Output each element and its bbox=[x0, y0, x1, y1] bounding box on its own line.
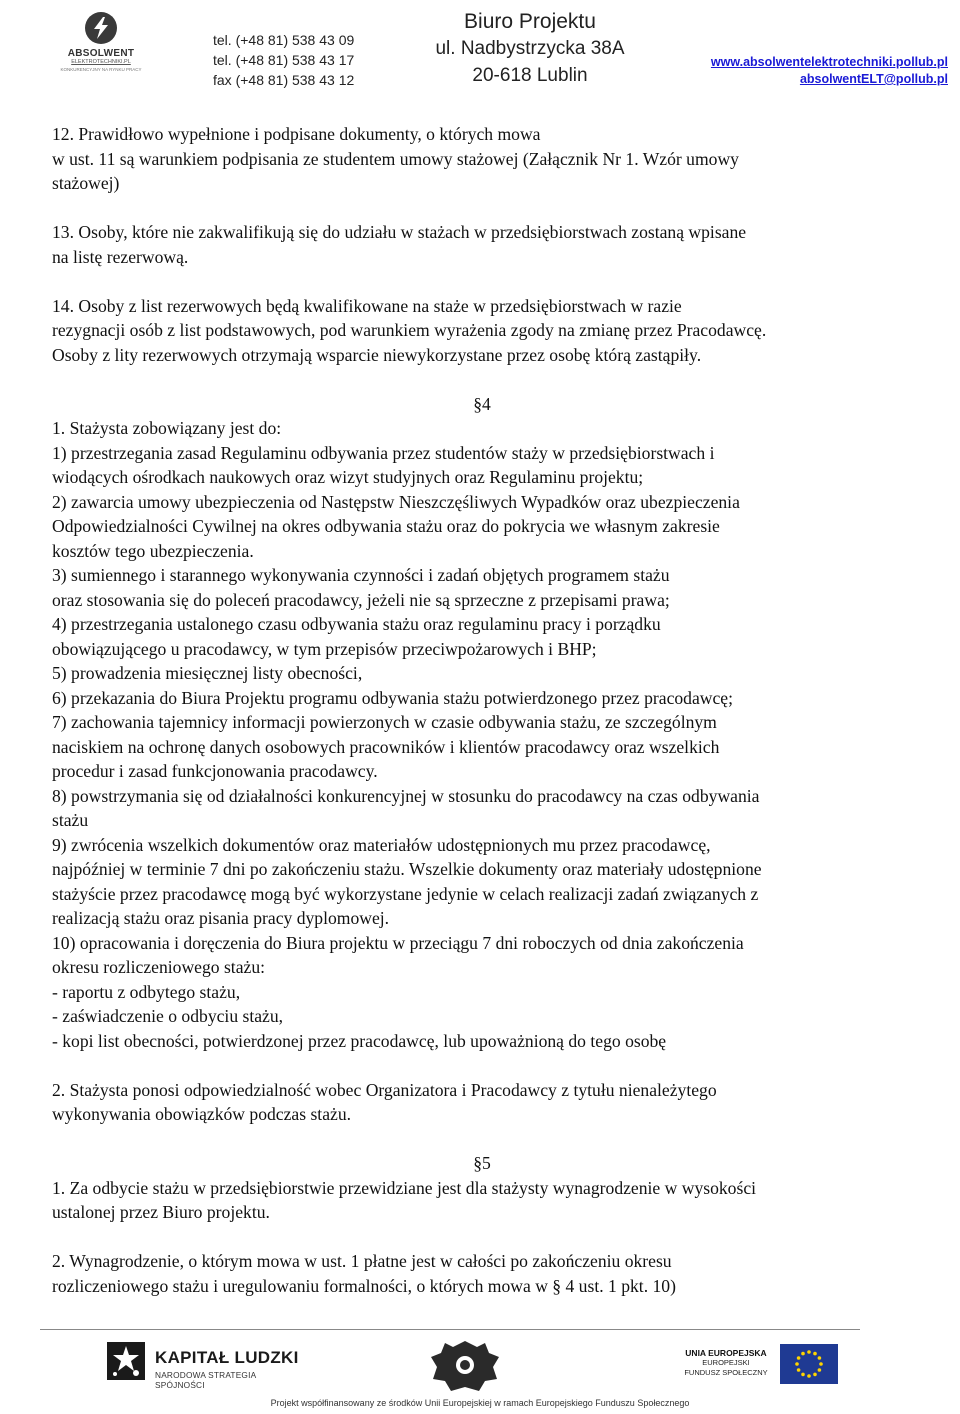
section-5-para-2-line: 2. Wynagrodzenie, o którym mowa w ust. 1 płatne jest w całości po zakończeniu okresu bbox=[52, 1251, 672, 1271]
section-4-line: naciskiem na ochronę danych osobowych pracowników i klientów pracodawcy oraz wszelkich bbox=[52, 736, 720, 757]
section-4-line: 3) sumiennego i starannego wykonywania czynności i zadań objętych programem stażu bbox=[52, 565, 670, 585]
phone-1: tel. (+48 81) 538 43 09 bbox=[213, 32, 355, 48]
item-13-line: 13. Osoby, które nie zakwalifikują się do udziału w stażach w przedsiębiorstwach zostaną wpisane bbox=[52, 222, 747, 242]
item-14-line: 14. Osoby z list rezerwowych będą kwalifikowane na staże w przedsiębiorstwach w razie bbox=[52, 295, 682, 316]
kl-title: KAPITAŁ LUDZKI bbox=[155, 1348, 299, 1367]
eu-logo bbox=[684, 1344, 844, 1389]
section-4-para-2-line: wykonywania obowiązków podczas stażu. bbox=[52, 1104, 352, 1124]
logo-subtitle: ELEKTROTECHNIKI.PL bbox=[71, 59, 131, 65]
eu-fund-line-1: EUROPEJSKI bbox=[702, 1358, 750, 1367]
section-4-line: 4) przestrzegania ustalonego czasu odbywania stażu oraz regulaminu pracy i porządku bbox=[52, 614, 661, 634]
section-4-para-2-line: 2. Stażysta ponosi odpowiedzialność wobec Organizatora i Pracodawcy z tytułu nienależytego bbox=[52, 1079, 717, 1100]
section-4-line: procedur i zasad funkcjonowania pracodawcy. bbox=[52, 761, 378, 781]
eu-flag-icon bbox=[780, 1344, 838, 1384]
web-links bbox=[711, 54, 948, 88]
email-link[interactable]: absolwentELT@pollub.pl bbox=[799, 72, 948, 86]
website-link[interactable]: www.absolwentelektrotechniki.pollub.pl bbox=[710, 55, 948, 69]
office-address bbox=[420, 8, 640, 89]
section-4-line: kosztów tego ubezpieczenia. bbox=[52, 540, 254, 561]
item-12-line: w ust. 11 są warunkiem podpisania ze studentem umowy stażowej (Załącznik Nr 1. Wzór umowy bbox=[52, 148, 739, 169]
section-4-line: okresu rozliczeniowego stażu: bbox=[52, 957, 265, 977]
university-emblem-icon bbox=[425, 1337, 505, 1395]
section-4-line: 9) zwrócenia wszelkich dokumentów oraz materiałów udostępnionych mu przez pracodawcę, bbox=[52, 834, 711, 855]
section-4-line: 6) przekazania do Biura Projektu programu odbywania stażu potwierdzonego przez pracodawcę; bbox=[52, 687, 733, 708]
section-4-line: - kopi list obecności, potwierdzonej przez pracodawcę, lub upoważnioną do tego osobę bbox=[52, 1030, 667, 1051]
section-4-line: oraz stosowania się do poleceń pracodawcy, jeżeli nie są sprzeczne z przepisami prawa; bbox=[52, 589, 670, 610]
kapital-ludzki-icon bbox=[105, 1338, 147, 1384]
section-4-line: 1. Stażysta zobowiązany jest do: bbox=[52, 418, 282, 438]
section-4-line: najpóźniej w terminie 7 dni po zakończeniu stażu. Wszelkie dokumenty oraz materiały udostępnione bbox=[52, 859, 762, 879]
fax: fax (+48 81) 538 43 12 bbox=[213, 72, 355, 88]
section-5-heading: §5 bbox=[473, 1153, 491, 1173]
section-4-line: 8) powstrzymania się od działalności konkurencyjnej w stosunku do pracodawcy na czas odbywania bbox=[52, 785, 760, 806]
footer-divider bbox=[40, 1329, 860, 1330]
item-14-line: Osoby z lity rezerwowych otrzymają wsparcie niewykorzystane przez osobę którą zastąpiły. bbox=[52, 344, 702, 365]
kl-subtitle: NARODOWA STRATEGIA SPÓJNOŚCI bbox=[155, 1370, 256, 1390]
eu-fund-line-2: FUNDUSZ SPOŁECZNY bbox=[684, 1368, 768, 1377]
section-4-line: realizacją stażu oraz pisania pracy dyplomowej. bbox=[52, 908, 390, 928]
lightning-bolt-icon bbox=[85, 12, 117, 44]
document-body bbox=[52, 122, 912, 1298]
section-4-line: 5) prowadzenia miesięcznej listy obecności, bbox=[52, 663, 363, 683]
logo-tagline: KONKURENCYJNY NA RYNKU PRACY bbox=[60, 67, 142, 72]
section-4-line: 7) zachowania tajemnicy informacji powierzonych w czasie odbywania stażu, ze szczególnym bbox=[52, 712, 717, 732]
absolwent-logo bbox=[55, 12, 145, 74]
section-4-line: - raportu z odbytego stażu, bbox=[52, 981, 241, 1002]
section-4-heading: §4 bbox=[473, 393, 491, 414]
section-4-line: 2) zawarcia umowy ubezpieczenia od Następstw Nieszczęśliwych Wypadków oraz ubezpieczenia bbox=[52, 491, 740, 512]
office-city: 20-618 Lublin bbox=[472, 65, 588, 86]
phone-2: tel. (+48 81) 538 43 17 bbox=[213, 52, 355, 68]
item-12-line: stażowej) bbox=[52, 173, 120, 193]
kapital-ludzki-logo bbox=[105, 1336, 305, 1390]
section-4-line: - zaświadczenie o odbyciu stażu, bbox=[52, 1006, 284, 1026]
office-title: Biuro Projektu bbox=[464, 10, 596, 33]
logo-name: ABSOLWENT bbox=[67, 48, 135, 59]
section-5-para-2-line: rozliczeniowego stażu i uregulowaniu formalności, o których mowa w § 4 ust. 1 pkt. 10) bbox=[52, 1275, 676, 1296]
section-4-line: 1) przestrzegania zasad Regulaminu odbywania przez studentów staży w przedsiębiorstwach i bbox=[52, 442, 715, 463]
letterhead bbox=[0, 0, 960, 100]
section-4-line: stażu bbox=[52, 810, 89, 830]
eu-title: UNIA EUROPEJSKA bbox=[685, 1348, 767, 1358]
section-4-line: 10) opracowania i doręczenia do Biura projektu w przeciągu 7 dni roboczych od dnia zakończenia bbox=[52, 932, 744, 953]
item-14-line: rezygnacji osób z list podstawowych, pod warunkiem wyrażenia zgody na zmianę przez Pracodawcę. bbox=[52, 320, 767, 340]
section-4-line: stażyście przez pracodawcę mogą być wykorzystane jedynie w celach realizacji zadań związanych z bbox=[52, 883, 759, 904]
section-4-line: Odpowiedzialności Cywilnej na okres odbywania stażu oraz do pokrycia we własnym zakresie bbox=[52, 516, 720, 536]
section-4-line: wiodących ośrodkach naukowych oraz wizyt studyjnych oraz Regulaminu projektu; bbox=[52, 467, 644, 487]
section-5-para-1-line: 1. Za odbycie stażu w przedsiębiorstwie przewidziane jest dla stażysty wynagrodzenie w wysokości bbox=[52, 1177, 757, 1198]
contact-block bbox=[213, 30, 354, 90]
item-13-line: na listę rezerwową. bbox=[52, 246, 189, 267]
item-12-line: 12. Prawidłowo wypełnione i podpisane dokumenty, o których mowa bbox=[52, 124, 541, 144]
section-5-para-1-line: ustalonej przez Biuro projektu. bbox=[52, 1202, 270, 1222]
cofinancing-note: Projekt współfinansowany ze środków Unii Europejskiej w ramach Europejskiego Funduszu Społecznego bbox=[270, 1398, 690, 1408]
section-4-list bbox=[52, 416, 912, 1053]
section-4-line: obowiązującego u pracodawcy, w tym przepisów przeciwpożarowych i BHP; bbox=[52, 638, 597, 659]
office-street: ul. Nadbystrzycka 38A bbox=[435, 38, 625, 59]
